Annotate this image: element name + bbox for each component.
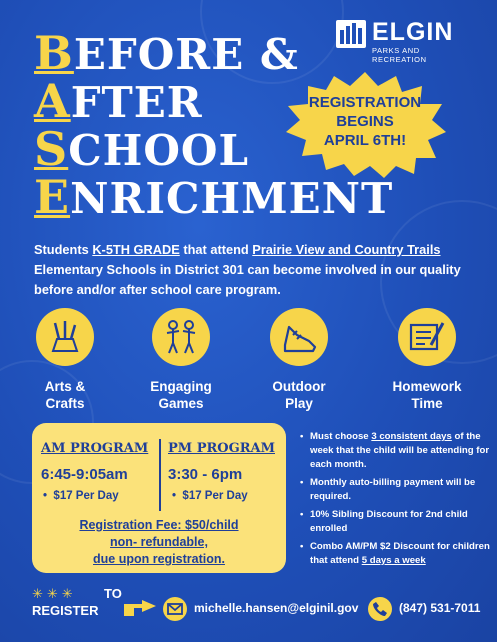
badge-line: BEGINS [336,113,394,130]
school-names: Prairie View and Country Trails [252,242,441,257]
title-word: EFORE & [73,30,299,79]
am-program-price: • $17 Per Day [43,490,119,502]
note-emphasis: 3 consistent days [371,431,452,442]
feature-label: Time [411,396,443,411]
title-initial: A [34,74,71,128]
feature-games [126,308,236,412]
intro-text: that attend [179,242,253,257]
fee-line: non- refundable, [110,535,208,549]
title-word: CHOOL [68,126,250,175]
feature-arts-crafts [10,308,120,412]
title-initial: E [34,170,71,224]
asterisk-icons: ✳✳✳ [32,586,77,601]
email-icon [163,597,187,621]
note-text: Combo AM/PM $2 Discount for children that attend [310,541,490,566]
feature-label: Play [285,396,313,411]
contact-email[interactable]: michelle.hansen@elginil.gov [194,601,359,615]
registration-fee [32,517,286,568]
sneaker-icon [270,308,328,366]
register-label: REGISTER [32,603,99,618]
fee-line: Registration Fee: $50/child [79,518,239,532]
to-label: TO [104,586,122,601]
list-item [298,430,493,472]
feature-label: Engaging [150,379,212,394]
intro-text: Elementary Schools in District 301 can become involved in our quality before and/or after school care program. [34,262,461,297]
am-program-time: 6:45-9:05am [41,466,128,483]
logo-name: ELGIN [372,18,454,46]
fee-line: due upon registration. [93,552,225,566]
divider [159,439,161,511]
list-item [298,540,493,568]
am-price-text: $17 Per Day [53,490,119,502]
am-program-title: AM PROGRAM [41,441,149,456]
games-icon [152,308,210,366]
intro-text: Students [34,242,93,257]
arts-crafts-icon [36,308,94,366]
feature-homework [372,308,482,412]
badge-line: APRIL 6TH! [323,132,407,149]
logo-subtitle: PARKS AND RECREATION [372,46,427,64]
policy-notes [298,430,493,572]
list-item: • Monthly auto-billing payment will be required. [298,476,493,504]
title-initial: S [34,122,69,176]
title-line [34,170,394,224]
note-emphasis: 5 days a week [361,555,426,566]
list-item: • 10% Sibling Discount for 2nd child enrolled [298,508,493,536]
feature-label: Arts & [44,379,86,394]
badge-line: REGISTRATION [308,94,422,111]
grade-range: K-5TH GRADE [92,242,180,257]
feature-label: Games [158,396,204,411]
pm-program-time: 3:30 - 6pm [168,466,243,483]
pointing-hand-icon [122,596,158,620]
title-initial: B [34,26,74,80]
pm-price-text: $17 Per Day [182,490,248,502]
contact-phone[interactable]: (847) 531-7011 [399,601,481,615]
note-text: of the week that the child will be attending for each month. [310,431,490,470]
homework-icon [398,308,456,366]
intro-paragraph [34,240,474,300]
phone-icon [368,597,392,621]
note-text: Must choose [310,431,372,442]
feature-label: Crafts [45,396,85,411]
feature-outdoor-play [244,308,354,412]
title-word: NRICHMENT [70,174,394,223]
title-word: FTER [70,78,203,127]
program-card [32,423,286,573]
feature-label: Outdoor [272,379,326,394]
pm-program-title: PM PROGRAM [168,441,275,456]
footer [0,582,497,642]
pm-program-price: • $17 Per Day [172,490,248,502]
feature-label: Homework [392,379,462,394]
registration-badge [282,70,448,178]
